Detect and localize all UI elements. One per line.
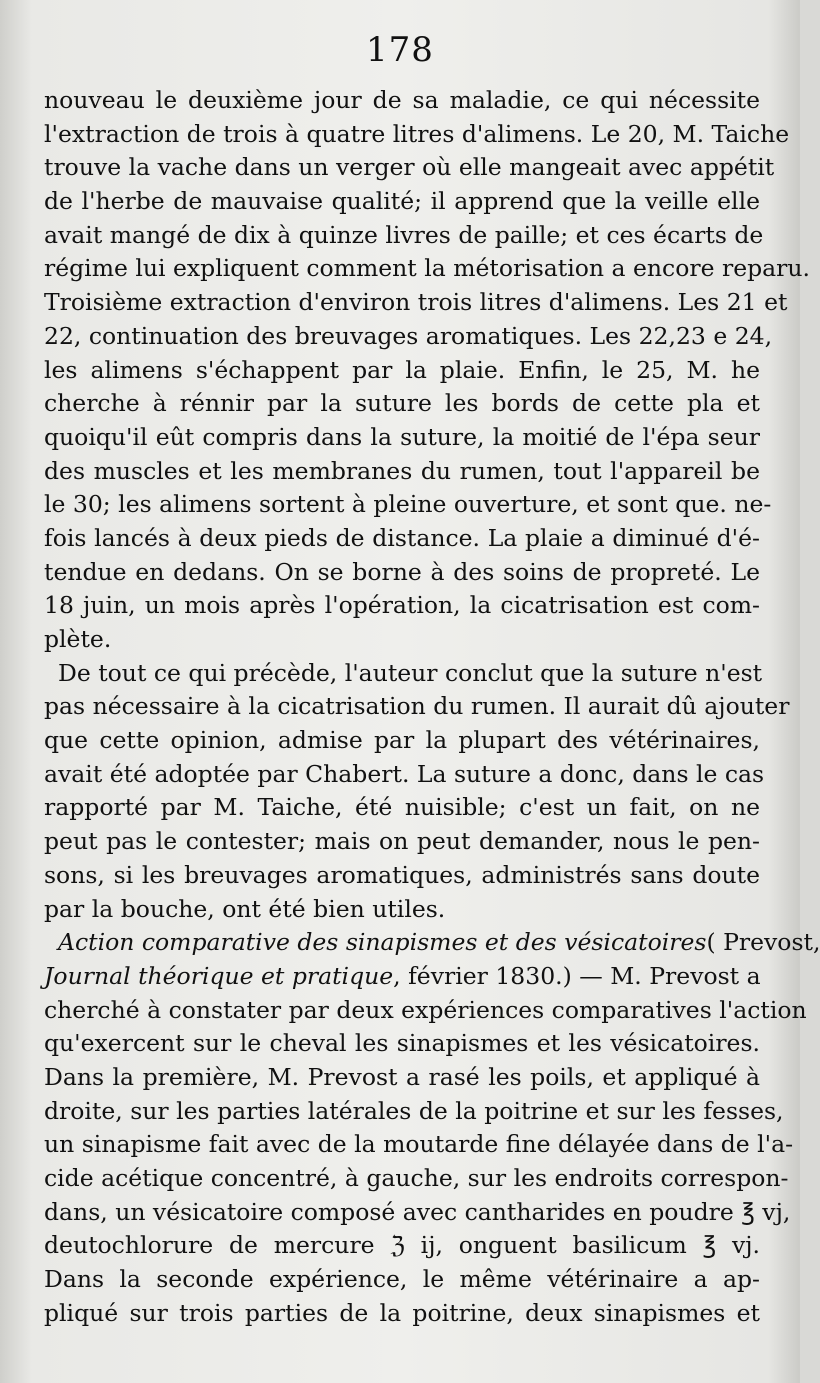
line-text: par la bouche, ont été bien utiles.	[44, 894, 446, 923]
line-text: qu'exercent sur le cheval les sinapismes et les vésicatoires.	[44, 1029, 760, 1058]
text-line	[44, 926, 820, 960]
text-line	[44, 1297, 760, 1331]
line-text: Troisième extraction d'environ trois litres d'alimens. Les 21 et	[44, 288, 788, 317]
text-line	[44, 1229, 760, 1263]
line-text: des muscles et les membranes du rumen, tout l'appareil be	[44, 456, 760, 485]
text-line	[44, 690, 790, 724]
line-text: pliqué sur trois parties de la poitrine, deux sinapismes et	[44, 1298, 760, 1327]
text-line	[44, 1027, 760, 1061]
line-text: tendue en dedans. On se borne à des soins de propreté. Le	[44, 557, 760, 586]
line-text: de l'herbe de mauvaise qualité; il apprend que la veille elle	[44, 187, 760, 216]
text-line	[44, 994, 807, 1028]
line-text: pas nécessaire à la cicatrisation du rumen. Il aurait dû ajouter	[44, 692, 790, 721]
text-line	[44, 488, 772, 522]
text-line	[44, 623, 760, 657]
text-line	[44, 320, 773, 354]
line-text: cherché à constater par deux expériences comparatives l'action	[44, 995, 807, 1024]
line-text: sons, si les breuvages aromatiques, administrés sans doute	[44, 860, 760, 889]
text-line	[44, 859, 760, 893]
text-line	[44, 1196, 791, 1230]
line-text: Dans la seconde expérience, le même vétérinaire a ap-	[44, 1265, 760, 1294]
text-line	[44, 151, 775, 185]
italic-title: Journal théorique et pratique	[44, 961, 394, 990]
line-text: plète.	[44, 625, 112, 653]
line-text: Dans la première, M. Prevost a rasé les poils, et appliqué à	[44, 1062, 760, 1091]
text-line	[44, 118, 790, 152]
line-text: dans, un vésicatoire composé avec cantharides en poudre ℥ vj,	[44, 1197, 791, 1226]
text-line	[44, 960, 760, 994]
body-text	[44, 84, 820, 1330]
text-line	[44, 657, 763, 691]
text-line	[44, 387, 760, 421]
line-text: quoiqu'il eût compris dans la suture, la moitié de l'épa seur	[44, 422, 760, 451]
page-number: 178	[366, 30, 434, 70]
line-text: avait mangé de dix à quinze livres de paille; et ces écarts de	[44, 220, 764, 249]
text-line	[44, 1128, 794, 1162]
text-line	[44, 286, 788, 320]
text-line	[44, 791, 760, 825]
line-text: rapporté par M. Taiche, été nuisible; c'est un fait, on ne	[44, 793, 760, 822]
line-text: avait été adoptée par Chabert. La suture a donc, dans le cas	[44, 759, 765, 788]
line-text: l'extraction de trois à quatre litres d'alimens. Le 20, M. Taiche	[44, 119, 790, 148]
line-text: que cette opinion, admise par la plupart des vétérinaires,	[44, 726, 760, 755]
line-text: deutochlorure de mercure ℨ ij, onguent basilicum ℥ vj.	[44, 1231, 760, 1260]
text-line	[44, 556, 760, 590]
text-line	[44, 893, 760, 927]
line-text: cide acétique concentré, à gauche, sur les endroits correspon-	[44, 1164, 789, 1192]
line-text: , février 1830.) — M. Prevost a	[393, 961, 761, 990]
text-line	[44, 219, 764, 253]
text-line	[44, 185, 760, 219]
line-text: fois lancés à deux pieds de distance. La plaie a diminué d'é-	[44, 523, 760, 552]
line-text: peut pas le contester; mais on peut demander, nous le pen-	[44, 827, 760, 856]
text-line	[44, 724, 760, 758]
text-line	[44, 421, 760, 455]
text-line	[44, 1061, 760, 1095]
line-text: un sinapisme fait avec de la moutarde fine délayée dans de l'a-	[44, 1130, 794, 1159]
text-line	[44, 354, 760, 388]
text-line	[44, 825, 760, 859]
text-line	[44, 758, 765, 792]
line-text: les alimens s'échappent par la plaie. Enfin, le 25, M. he	[44, 355, 760, 384]
text-line	[44, 1263, 760, 1297]
line-text: cherche à rénnir par la suture les bords de cette pla et	[44, 389, 760, 418]
line-text: le 30; les alimens sortent à pleine ouverture, et sont que. ne-	[44, 490, 772, 519]
line-text: ( Prevost,	[706, 928, 820, 957]
text-line	[44, 1162, 789, 1196]
italic-title: Action comparative des sinapismes et des vésicatoires	[58, 928, 707, 957]
text-line	[44, 522, 760, 556]
text-line	[44, 1095, 784, 1129]
line-text: droite, sur les parties latérales de la poitrine et sur les fesses,	[44, 1096, 784, 1125]
text-line	[44, 252, 810, 286]
line-text: 18 juin, un mois après l'opération, la cicatrisation est com-	[44, 591, 760, 620]
text-line	[44, 84, 760, 118]
text-line	[44, 455, 760, 489]
line-text: nouveau le deuxième jour de sa maladie, ce qui nécessite	[44, 86, 760, 114]
line-text: 22, continuation des breuvages aromatiques. Les 22,23 e 24,	[44, 321, 773, 350]
line-text: régime lui expliquent comment la métorisation a encore reparu.	[44, 254, 810, 283]
line-text: De tout ce qui précède, l'auteur conclut que la suture n'est	[58, 658, 763, 687]
line-text: trouve la vache dans un verger où elle mangeait avec appétit	[44, 153, 775, 182]
text-line	[44, 589, 760, 623]
